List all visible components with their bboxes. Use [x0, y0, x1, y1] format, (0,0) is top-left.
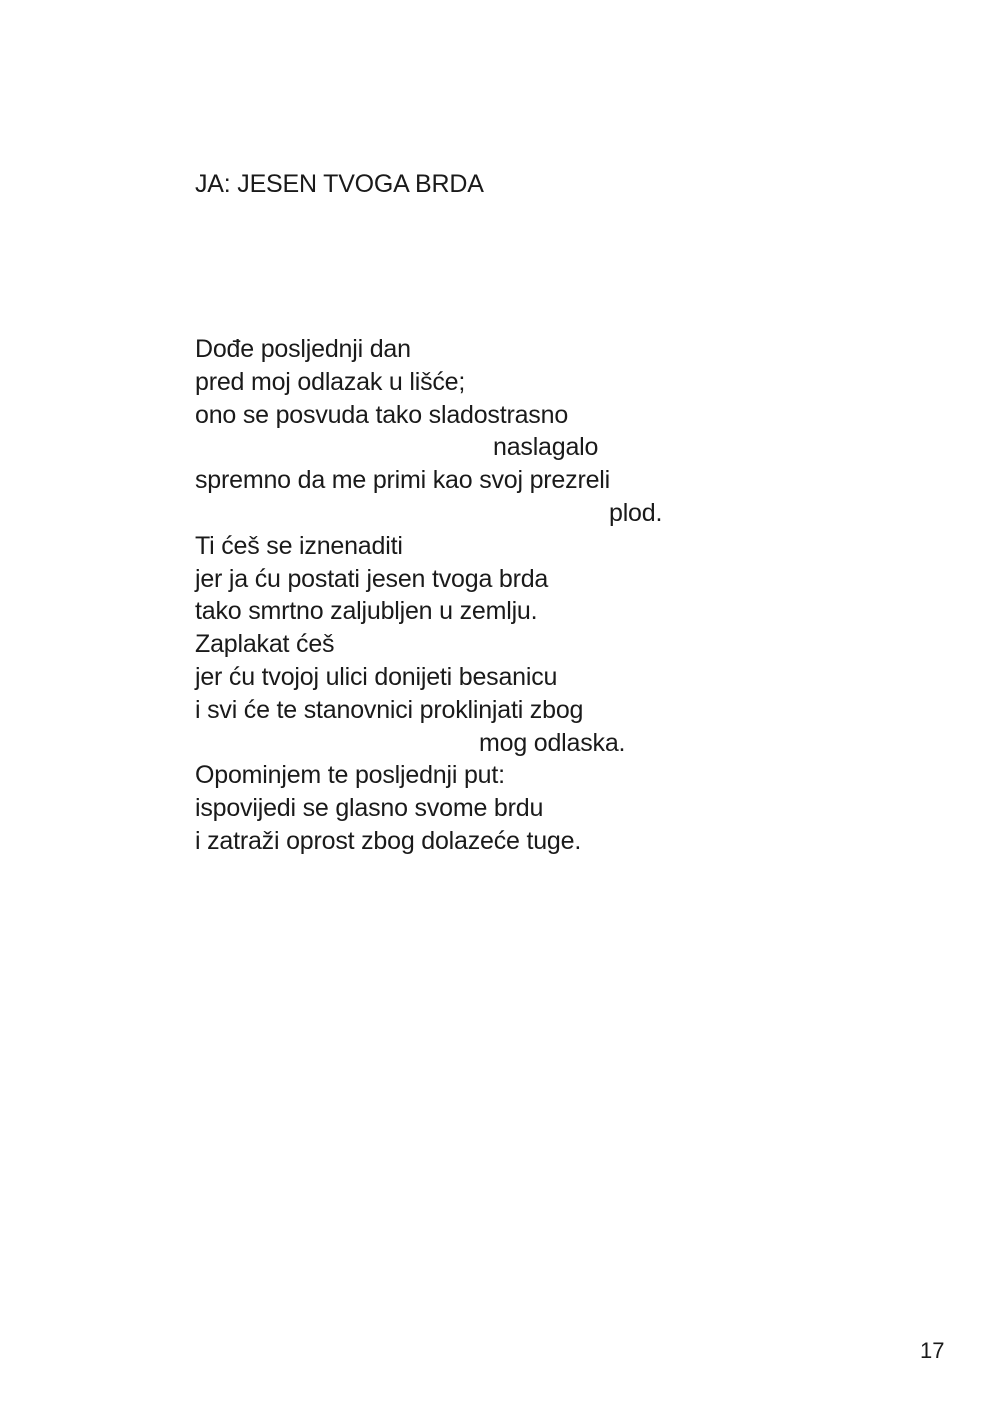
poem-body	[195, 333, 715, 858]
poem-title: JA: JESEN TVOGA BRDA	[195, 170, 484, 198]
poem-line: ono se posvuda tako sladostrasno	[195, 400, 569, 429]
poem-line: tako smrtno zaljubljen u zemlju.	[195, 597, 538, 626]
poem-line: Opominjem te posljednji put:	[195, 761, 505, 790]
poem-line: Dođe posljednji dan	[195, 335, 411, 363]
poem-line: ispovijedi se glasno svome brdu	[195, 794, 544, 823]
poem-line: jer ću tvojoj ulici donijeti besanicu	[195, 662, 558, 691]
poem-line: i svi će te stanovnici proklinjati zbog	[195, 695, 584, 724]
poem-line: pred moj odlazak u lišće;	[195, 367, 466, 396]
poem-line: spremno da me primi kao svoj prezreli	[195, 466, 610, 495]
page-number: 17	[920, 1338, 945, 1363]
poem-line-indented: plod.	[609, 498, 663, 527]
poem-line-indented: mog odlaska.	[479, 728, 626, 757]
poem-line: Ti ćeš se iznenaditi	[195, 531, 403, 560]
poem-line: Zaplakat ćeš	[195, 630, 335, 659]
poem-line-indented: naslagalo	[493, 433, 599, 462]
poem-line: i zatraži oprost zbog dolazeće tuge.	[195, 826, 582, 855]
poem-line: jer ja ću postati jesen tvoga brda	[195, 564, 549, 593]
